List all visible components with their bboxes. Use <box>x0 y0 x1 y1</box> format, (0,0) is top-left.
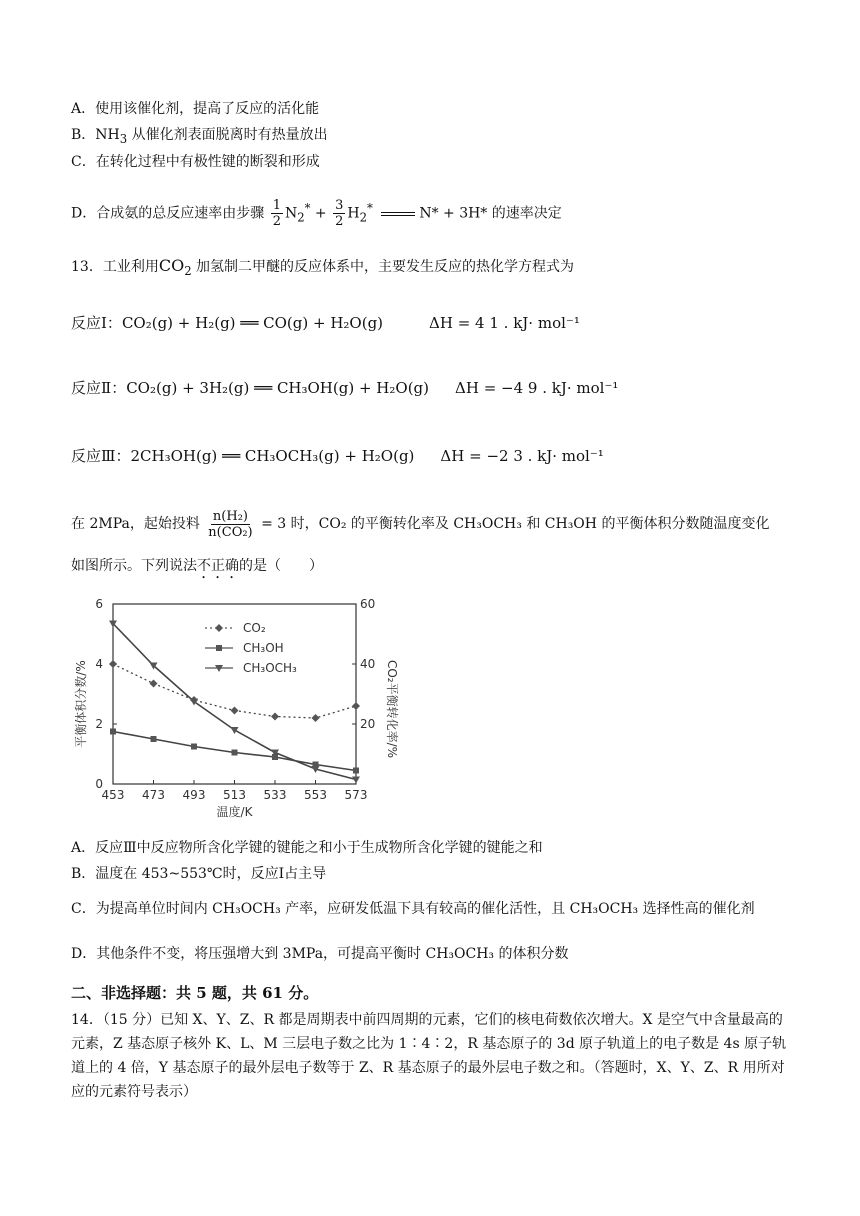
q13-condition-post: = 3 时，CO₂ 的平衡转化率及 CH₃OCH₃ 和 CH₃OH 的平衡体积分数随温度变化 <box>261 516 770 532</box>
x-tick-label: 553 <box>304 788 327 802</box>
reaction-2 <box>71 378 618 398</box>
x-tick-label: 513 <box>223 788 246 802</box>
q12-option-b <box>71 125 328 149</box>
data-point <box>312 714 320 722</box>
q12-option-d-pre: D．合成氨的总反应速率由步骤 <box>71 205 265 222</box>
feed-ratio-fraction <box>206 509 254 540</box>
data-point <box>110 729 116 735</box>
x-axis-label: 温度/K <box>216 805 253 819</box>
data-point <box>232 750 238 756</box>
q12-option-d-post: N* + 3H* 的速率决定 <box>419 205 562 222</box>
data-point <box>216 645 222 651</box>
q13-condition-pre: 在 2MPa，起始投料 <box>71 516 200 532</box>
reaction-2-label: 反应Ⅱ： <box>71 379 127 397</box>
data-point <box>151 736 157 742</box>
data-point <box>352 777 360 784</box>
plot-frame <box>113 604 356 784</box>
n2-symbol: N <box>284 205 298 222</box>
fraction-half-1: $\frac{1}{2}$ <box>272 198 281 230</box>
q12-option-b-pre: B．NH <box>71 127 120 143</box>
legend-label: CH₃OCH₃ <box>243 661 297 675</box>
reaction-3-dh: ΔH = −2 3 . kJ· mol⁻¹ <box>440 447 604 465</box>
data-point <box>150 680 158 688</box>
q13-option-b: B．温度在 453~553℃时，反应Ⅰ占主导 <box>71 866 327 882</box>
data-point <box>231 727 239 734</box>
series-line <box>113 624 356 780</box>
q13-stem-pre: 13．工业利用 <box>71 259 159 275</box>
x-tick-label: 533 <box>263 788 287 802</box>
fraction-three-halves: $\frac{3}{2}$ <box>335 198 344 230</box>
y-left-tick-label: 2 <box>95 717 103 731</box>
data-point <box>109 660 117 668</box>
reaction-3 <box>71 446 604 466</box>
x-tick-label: 493 <box>182 788 206 802</box>
q13-option-c: C．为提高单位时间内 CH₃OCH₃ 产率，应研发低温下具有较高的催化活性，且 CH₃OCH₃ 选择性高的催化剂 <box>71 901 755 917</box>
feed-ratio-numerator: n(H₂) <box>212 508 248 524</box>
x-tick-label: 473 <box>142 788 165 802</box>
reaction-1-label: 反应Ⅰ： <box>71 314 122 332</box>
data-point <box>191 744 197 750</box>
y-left-axis-label: 平衡体积分数/% <box>74 660 88 748</box>
data-point <box>353 768 359 774</box>
reaction-1-dh: ΔH = 4 1 . kJ· mol⁻¹ <box>429 314 580 332</box>
emphasis-not-correct: 不正确 <box>197 558 239 574</box>
h2-symbol: H <box>347 205 360 222</box>
q13-line2-pre: 如图所示。下列说法 <box>71 558 197 574</box>
y-left-tick-label: 4 <box>95 657 103 671</box>
q13-condition <box>71 502 769 546</box>
legend-label: CO₂ <box>243 621 266 635</box>
equilibrium-chart <box>68 598 408 828</box>
q14-text: 14．（15 分）已知 X、Y、Z、R 都是周期表中前四周期的元素，它们的核电荷数依次增大。X 是空气中含量最高的元素，Z 基态原子核外 K、L、M 三层电子数之比为 1∶4∶2，R 基态原子的 3d 原子轨道上的电子数是 4s 原子轨道上的 4 倍，Y 基态原子的最外层电子数等于 Z、R 基态原子的最外层电子数之和。（答题时，X、Y、Z、R 用所对应的元素符号表示） <box>71 1012 787 1100</box>
q12-option-b-sub: 3 <box>119 131 128 146</box>
reaction-3-equation: 2CH₃OH(g) ══ CH₃OCH₃(g) + H₂O(g) <box>130 447 415 465</box>
q12-option-a: A．使用该催化剂，提高了反应的活化能 <box>71 101 320 117</box>
section-heading: 二、非选择题：共 5 题，共 61 分。 <box>71 984 319 1002</box>
q13-stem: 13．工业利用$CO_2$ 加氢制二甲醚的反应体系中，主要发生反应的热化学方程式为 <box>71 256 575 278</box>
q12-option-d: D．合成氨的总反应速率由步骤 $\frac{1}{2}$ $N_2^*$ + $\frac{3}{2}$ $H_2^*$ N* + 3H* 的速率决定 <box>71 198 562 230</box>
q12-option-b-post: 从催化剂表面脱离时有热量放出 <box>127 127 328 143</box>
legend-label: CH₃OH <box>243 641 284 655</box>
q12-option-c: C．在转化过程中有极性键的断裂和形成 <box>71 154 320 170</box>
y-left-tick-label: 6 <box>95 598 103 611</box>
q13-option-a: A．反应Ⅲ中反应物所含化学键的键能之和小于生成物所含化学键的键能之和 <box>71 840 543 856</box>
data-point <box>271 713 279 721</box>
y-right-axis-label: CO₂平衡转化率/% <box>385 659 399 759</box>
q13-line2-post: 的是（ ） <box>239 558 323 574</box>
x-tick-label: 453 <box>101 788 125 802</box>
data-point <box>231 707 239 715</box>
data-point <box>215 624 223 632</box>
reaction-3-label: 反应Ⅲ： <box>71 447 131 465</box>
reaction-2-equation: CO₂(g) + 3H₂(g) ══ CH₃OH(g) + H₂O(g) <box>126 379 430 397</box>
y-left-tick-label: 0 <box>95 777 103 791</box>
x-tick-label: 573 <box>344 788 368 802</box>
y-right-tick-label: 20 <box>360 717 376 731</box>
q13-stem-post: 加氢制二甲醚的反应体系中，主要发生反应的热化学方程式为 <box>191 259 575 275</box>
reaction-1-equation: CO₂(g) + H₂(g) ══ CO(g) + H₂O(g) <box>121 314 384 332</box>
q13-condition-line2 <box>71 556 323 582</box>
data-point <box>190 699 198 706</box>
feed-ratio-denominator: n(CO₂) <box>208 524 253 540</box>
y-right-tick-label: 60 <box>360 598 376 611</box>
data-point <box>352 702 360 710</box>
q13-stem-co2: CO <box>158 256 185 275</box>
y-right-tick-label: 40 <box>360 657 376 671</box>
reaction-1 <box>71 313 580 333</box>
q13-option-d: D．其他条件不变，将压强增大到 3MPa，可提高平衡时 CH₃OCH₃ 的体积分数 <box>71 946 569 962</box>
reaction-2-dh: ΔH = −4 9 . kJ· mol⁻¹ <box>455 379 619 397</box>
